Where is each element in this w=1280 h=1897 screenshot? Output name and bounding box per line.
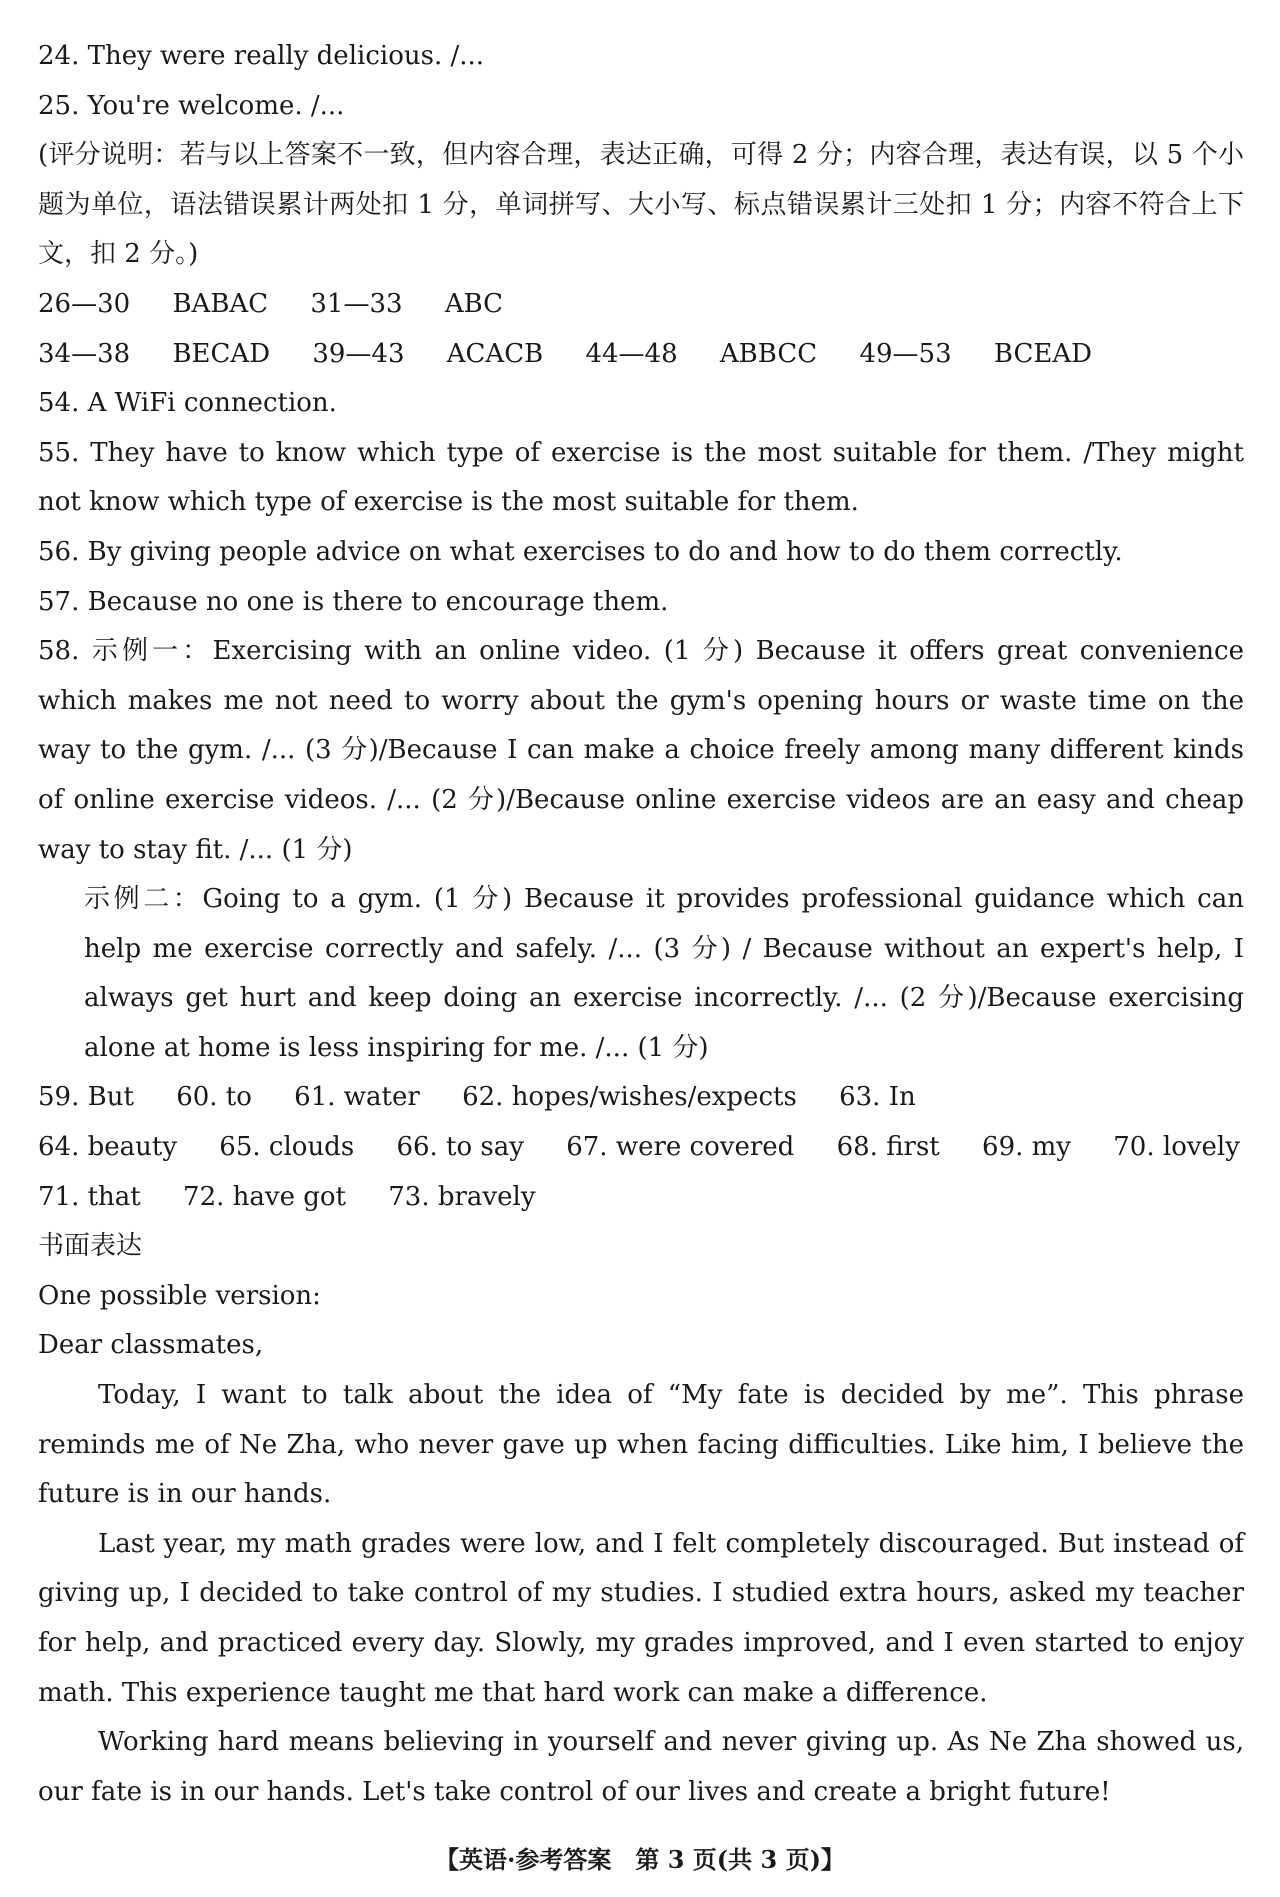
- answer-55: 55. They have to know which type of exercise is the most suitable for them. /They might not know which type of exercise is the most suitable for them.: [38, 437, 1244, 518]
- range-answers: BCEAD: [993, 338, 1092, 369]
- range-answers: ABC: [444, 288, 504, 319]
- answer-57: 57. Because no one is there to encourage them.: [38, 586, 669, 617]
- range-label: 26—30: [38, 288, 131, 319]
- cloze-answer: 61. water: [294, 1082, 420, 1113]
- cloze-answer: 68. first: [836, 1132, 940, 1163]
- answer-56: 56. By giving people advice on what exercises to do and how to do them correctly.: [38, 536, 1123, 567]
- answer-58-example-2: 示例二：Going to a gym. (1 分) Because it provides professional guidance which can help me exercise correctly and safely. /... (3 分) / Because without an expert's help, I always get hurt and keep doing an exercise incorrectly. /... (2 分)/Because exercising alone at home is less inspiring for me. /... (1 分): [84, 884, 1244, 1063]
- range-answers: BABAC: [172, 288, 269, 319]
- cloze-answer: 69. my: [982, 1132, 1071, 1163]
- range-answers: ACACB: [446, 338, 544, 369]
- answer-row-64-70: [38, 1123, 1244, 1173]
- cloze-answer: 62. hopes/wishes/expects: [462, 1082, 797, 1113]
- answer-row-59-63: [38, 1073, 1244, 1123]
- answer-row-34-53: [38, 330, 1244, 380]
- writing-heading: 书面表达: [38, 1231, 143, 1262]
- range-label: 31—33: [310, 288, 403, 319]
- writing-paragraph-1: Today, I want to talk about the idea of “My fate is decided by me”. This phrase reminds me of Ne Zha, who never gave up when facing difficulties. Like him, I believe the future is in our hands.: [38, 1380, 1244, 1510]
- cloze-answer: 64. beauty: [38, 1132, 178, 1163]
- answer-row-71-73: [38, 1173, 1244, 1223]
- cloze-answer: 73. bravely: [388, 1181, 536, 1212]
- cloze-answer: 59. But: [38, 1082, 134, 1113]
- cloze-answer: 63. In: [839, 1082, 916, 1113]
- range-answers: BECAD: [172, 338, 271, 369]
- cloze-answer: 60. to: [176, 1082, 252, 1113]
- range-label: 39—43: [312, 338, 405, 369]
- answer-row-26-33: [38, 280, 1244, 330]
- cloze-answer: 72. have got: [183, 1181, 346, 1212]
- page-footer: 【英语·参考答案 第 3 页(共 3 页)】: [435, 1845, 845, 1874]
- grading-note: (评分说明：若与以上答案不一致，但内容合理，表达正确，可得 2 分；内容合理，表达有误，以 5 个小题为单位，语法错误累计两处扣 1 分，单词拼写、大小写、标点错误累计三处扣 1 分；内容不符合上下文，扣 2 分。): [38, 140, 1244, 270]
- cloze-answer: 66. to say: [396, 1132, 524, 1163]
- cloze-answer: 71. that: [38, 1181, 141, 1212]
- writing-salutation: Dear classmates,: [38, 1330, 264, 1361]
- cloze-answer: 65. clouds: [219, 1132, 355, 1163]
- range-label: 34—38: [38, 338, 131, 369]
- range-answers: ABBCC: [719, 338, 818, 369]
- answer-58-example-1: 58. 示例一：Exercising with an online video. (1 分) Because it offers great convenience which makes me not need to worry about the gym's opening hours or waste time on the way to the gym. /... (3 分)/Because I can make a choice freely among many different kinds of online exercise videos. /... (2 分)/Because online exercise videos are an easy and cheap way to stay fit. /... (1 分): [38, 636, 1244, 865]
- range-label: 49—53: [859, 338, 952, 369]
- writing-version-label: One possible version:: [38, 1280, 321, 1311]
- answer-54: 54. A WiFi connection.: [38, 388, 337, 419]
- answer-25: 25. You're welcome. /...: [38, 90, 345, 121]
- range-label: 44—48: [585, 338, 678, 369]
- answer-24: 24. They were really delicious. /...: [38, 41, 485, 71]
- writing-paragraph-3: Working hard means believing in yourself and never giving up. As Ne Zha showed us, our fate is in our hands. Let's take control of our lives and create a bright future!: [38, 1727, 1244, 1807]
- cloze-answer: 67. were covered: [566, 1132, 795, 1163]
- cloze-answer: 70. lovely: [1113, 1132, 1240, 1163]
- writing-paragraph-2: Last year, my math grades were low, and I felt completely discouraged. But instead of giving up, I decided to take control of my studies. I studied extra hours, asked my teacher for help, and practiced every day. Slowly, my grades improved, and I even started to enjoy math. This experience taught me that hard work can make a difference.: [38, 1528, 1244, 1708]
